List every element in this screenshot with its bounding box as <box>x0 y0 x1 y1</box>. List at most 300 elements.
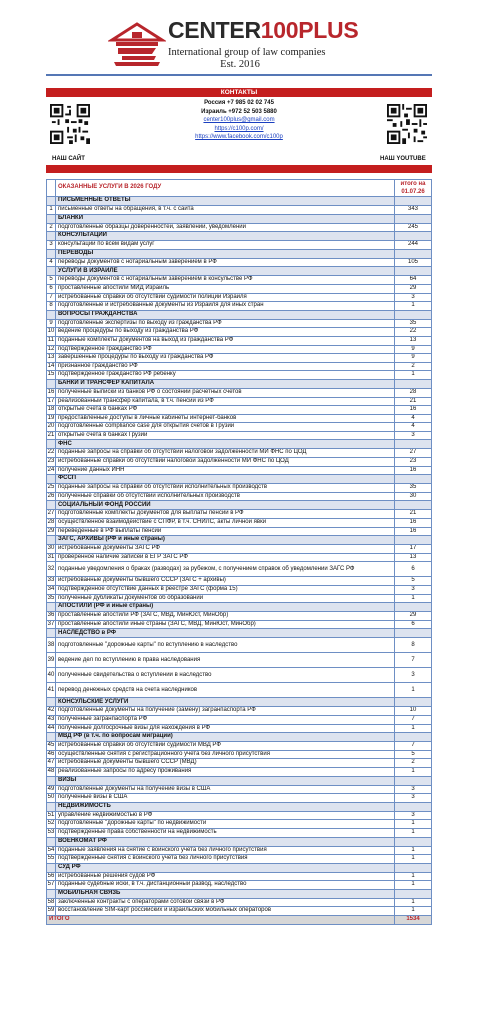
service-count: 1 <box>395 767 432 776</box>
row-number: 30 <box>47 545 56 554</box>
category-value-cell <box>395 889 432 898</box>
header-num-cell <box>47 180 56 197</box>
category-row <box>47 475 432 484</box>
row-number: 52 <box>47 820 56 829</box>
service-label: реализованный трансфер капитала, в т.ч. пенсии из РФ <box>56 397 395 406</box>
service-count: 3 <box>395 293 432 302</box>
service-count: 3 <box>395 811 432 820</box>
row-number: 36 <box>47 612 56 621</box>
service-count: 23 <box>395 458 432 467</box>
service-count: 1 <box>395 724 432 733</box>
category-label: УСЛУГИ В ИЗРАИЛЕ <box>56 267 395 276</box>
row-number: 13 <box>47 354 56 363</box>
table-row <box>47 510 432 519</box>
service-label: подготовленные комплекты документов для выплаты пенсий в РФ <box>56 510 395 519</box>
service-label: заключенные контракты с операторами сотовой связи в РФ <box>56 898 395 907</box>
table-row <box>47 846 432 855</box>
category-label: ПЕРЕВОДЫ <box>56 249 395 258</box>
category-row <box>47 197 432 206</box>
service-count: 10 <box>395 707 432 716</box>
service-count: 8 <box>395 638 432 653</box>
row-number: 51 <box>47 811 56 820</box>
category-row <box>47 863 432 872</box>
service-label: подготовленные и истребованные документы из Израиля для иных стран <box>56 302 395 311</box>
table-row <box>47 828 432 837</box>
table-row <box>47 668 432 683</box>
row-number: 39 <box>47 653 56 668</box>
website-qr-icon[interactable] <box>50 104 90 144</box>
table-row <box>47 431 432 440</box>
row-number: 32 <box>47 562 56 577</box>
service-count: 6 <box>395 562 432 577</box>
service-count: 2 <box>395 759 432 768</box>
service-label: подтвержденные права собственности на недвижимость <box>56 828 395 837</box>
category-label: ЗАГС, АРХИВЫ (РФ и иные страны) <box>56 536 395 545</box>
service-count: 4 <box>395 414 432 423</box>
service-label: полученные долгосрочные визы для нахождения в РФ <box>56 724 395 733</box>
brand-established: Est. 2016 <box>220 59 260 70</box>
service-count: 9 <box>395 345 432 354</box>
service-label: подготовленные "дорожные карты" по недвижимости <box>56 820 395 829</box>
category-num-cell <box>47 889 56 898</box>
service-label: истребованные справки об отсутствии судимости полиции Израиля <box>56 293 395 302</box>
service-label: реализованные запросы по адресу проживания <box>56 767 395 776</box>
category-num-cell <box>47 440 56 449</box>
table-row <box>47 223 432 232</box>
service-count: 27 <box>395 449 432 458</box>
category-value-cell <box>395 249 432 258</box>
service-label: ведение процедуры по выходу из гражданства РФ <box>56 328 395 337</box>
facebook-link[interactable]: https://www.facebook.com/c100p <box>195 134 283 141</box>
service-label: управление недвижимостью в РФ <box>56 811 395 820</box>
service-label: подготовленные compliance case для открытия счетов в Грузии <box>56 423 395 432</box>
row-number: 47 <box>47 759 56 768</box>
table-row <box>47 206 432 215</box>
row-number: 14 <box>47 362 56 371</box>
service-label: проверенное наличие записей в ЕГР ЗАГС РФ <box>56 553 395 562</box>
category-row <box>47 889 432 898</box>
category-value-cell <box>395 837 432 846</box>
service-count: 13 <box>395 553 432 562</box>
service-count: 22 <box>395 328 432 337</box>
table-row <box>47 855 432 864</box>
row-number: 55 <box>47 855 56 864</box>
header <box>0 0 477 85</box>
header-divider <box>46 74 432 76</box>
service-label: поданные заявления на снятие с воинского учета без личного присутствия <box>56 846 395 855</box>
phone-russia[interactable]: Россия +7 985 02 02 745 <box>204 100 274 106</box>
category-num-cell <box>47 379 56 388</box>
service-count: 16 <box>395 406 432 415</box>
table-row <box>47 284 432 293</box>
row-number: 57 <box>47 881 56 890</box>
table-row <box>47 519 432 528</box>
service-label: открытые счета в банках Грузии <box>56 431 395 440</box>
category-num-cell <box>47 475 56 484</box>
category-row <box>47 249 432 258</box>
service-label: поданные комплекты документов на выход из гражданства РФ <box>56 336 395 345</box>
table-row <box>47 293 432 302</box>
total-value: 1534 <box>395 916 432 925</box>
table-row <box>47 388 432 397</box>
category-label: НАСЛЕДСТВО в РФ <box>56 629 395 638</box>
table-row <box>47 724 432 733</box>
email-link[interactable]: center100plus@gmail.com <box>203 117 275 124</box>
row-number: 40 <box>47 668 56 683</box>
row-number: 7 <box>47 293 56 302</box>
row-number: 21 <box>47 431 56 440</box>
table-row <box>47 638 432 653</box>
row-number: 3 <box>47 241 56 250</box>
row-number: 8 <box>47 302 56 311</box>
service-label: перевод денежных средств на счета наследников <box>56 683 395 698</box>
table-header-row <box>47 180 432 197</box>
table-row <box>47 484 432 493</box>
table-row <box>47 785 432 794</box>
service-label: истребованные справки об отсутствии налоговой задолженности МИ ФНС по ЦОД <box>56 458 395 467</box>
table-row <box>47 742 432 751</box>
category-row <box>47 310 432 319</box>
table-row <box>47 907 432 916</box>
row-number: 46 <box>47 750 56 759</box>
service-label: завершенные процедуры по выходу из гражданства РФ <box>56 354 395 363</box>
service-count: 1 <box>395 907 432 916</box>
service-label: проставленные апостили иные страны (ЗАГС, МВД, МинЮст, МинОбр) <box>56 620 395 629</box>
category-num-cell <box>47 501 56 510</box>
table-row <box>47 898 432 907</box>
table-row <box>47 458 432 467</box>
service-label: истребованные справки об отсутствии судимости МВД РФ <box>56 742 395 751</box>
service-count: 35 <box>395 484 432 493</box>
category-num-cell <box>47 733 56 742</box>
row-number: 28 <box>47 519 56 528</box>
row-number: 59 <box>47 907 56 916</box>
table-row <box>47 881 432 890</box>
category-row <box>47 837 432 846</box>
category-label: ФНС <box>56 440 395 449</box>
row-number: 15 <box>47 371 56 380</box>
category-label: КОНСУЛЬТАЦИИ <box>56 232 395 241</box>
table-row <box>47 811 432 820</box>
service-count: 35 <box>395 319 432 328</box>
date-header: итого на 01.07.26 <box>395 180 432 197</box>
category-value-cell <box>395 267 432 276</box>
service-label: полученные свидетельства о вступлении в наследство <box>56 668 395 683</box>
table-row <box>47 354 432 363</box>
category-row <box>47 776 432 785</box>
row-number: 1 <box>47 206 56 215</box>
service-label: подтвержденное гражданство РФ <box>56 345 395 354</box>
category-row <box>47 733 432 742</box>
table-row <box>47 466 432 475</box>
service-label: письменные ответы на обращения, в т.ч. с сайта <box>56 206 395 215</box>
service-count: 1 <box>395 898 432 907</box>
category-label: ПИСЬМЕННЫЕ ОТВЕТЫ <box>56 197 395 206</box>
service-count: 105 <box>395 258 432 267</box>
row-number: 49 <box>47 785 56 794</box>
row-number: 58 <box>47 898 56 907</box>
row-number: 2 <box>47 223 56 232</box>
service-label: подготовленные экспертизы по выходу из гражданства РФ <box>56 319 395 328</box>
table-row <box>47 562 432 577</box>
category-num-cell <box>47 536 56 545</box>
contacts-block <box>130 99 348 142</box>
row-number: 33 <box>47 577 56 586</box>
row-number: 24 <box>47 466 56 475</box>
row-number: 5 <box>47 276 56 285</box>
row-number: 11 <box>47 336 56 345</box>
service-count: 1 <box>395 828 432 837</box>
category-label: СУД РФ <box>56 863 395 872</box>
service-count: 21 <box>395 510 432 519</box>
row-number: 45 <box>47 742 56 751</box>
row-number: 56 <box>47 872 56 881</box>
category-row <box>47 536 432 545</box>
service-label: проставленные апостили РФ (ЗАГС, МВД, МинЮст, МинОбр) <box>56 612 395 621</box>
total-label: ИТОГО <box>47 916 395 925</box>
row-number: 6 <box>47 284 56 293</box>
row-number: 35 <box>47 594 56 603</box>
service-count: 29 <box>395 284 432 293</box>
category-num-cell <box>47 249 56 258</box>
service-count: 244 <box>395 241 432 250</box>
table-row <box>47 276 432 285</box>
category-label: ВОПРОСЫ ГРАЖДАНСТВА <box>56 310 395 319</box>
category-row <box>47 214 432 223</box>
service-count: 13 <box>395 336 432 345</box>
table-row <box>47 397 432 406</box>
category-value-cell <box>395 536 432 545</box>
total-row <box>47 916 432 925</box>
services-table <box>46 179 432 925</box>
table-row <box>47 319 432 328</box>
table-row <box>47 715 432 724</box>
row-number: 9 <box>47 319 56 328</box>
table-row <box>47 759 432 768</box>
service-label: поданные запросы на справки об отсутствии исполнительных производств <box>56 484 395 493</box>
row-number: 4 <box>47 258 56 267</box>
table-row <box>47 345 432 354</box>
service-count: 343 <box>395 206 432 215</box>
service-label: подтвержденные снятия с воинского учета без личного присутствия <box>56 855 395 864</box>
service-count: 28 <box>395 388 432 397</box>
category-value-cell <box>395 733 432 742</box>
row-number: 23 <box>47 458 56 467</box>
row-number: 18 <box>47 406 56 415</box>
logo-icon <box>108 18 166 68</box>
youtube-qr-label: НАШ YOUTUBE <box>380 156 426 162</box>
row-number: 25 <box>47 484 56 493</box>
table-row <box>47 794 432 803</box>
service-label: истребованные документы бывшего СССР (МВД) <box>56 759 395 768</box>
row-number: 12 <box>47 345 56 354</box>
table-row <box>47 872 432 881</box>
service-label: признанное гражданство РФ <box>56 362 395 371</box>
service-count: 6 <box>395 620 432 629</box>
category-label: ФССП <box>56 475 395 484</box>
table-row <box>47 620 432 629</box>
category-row <box>47 603 432 612</box>
row-number: 10 <box>47 328 56 337</box>
service-count: 245 <box>395 223 432 232</box>
row-number: 37 <box>47 620 56 629</box>
phone-israel[interactable]: Израиль +972 52 503 5880 <box>201 108 277 115</box>
category-label: ВИЗЫ <box>56 776 395 785</box>
category-label: АПОСТИЛИ (РФ и иные страны) <box>56 603 395 612</box>
category-num-cell <box>47 197 56 206</box>
service-label: полученные визы в США <box>56 794 395 803</box>
category-row <box>47 501 432 510</box>
service-count: 5 <box>395 577 432 586</box>
category-value-cell <box>395 698 432 707</box>
service-count: 17 <box>395 545 432 554</box>
row-number: 34 <box>47 586 56 595</box>
service-count: 2 <box>395 362 432 371</box>
service-count: 3 <box>395 586 432 595</box>
category-row <box>47 440 432 449</box>
service-label: истребованные документы ЗАГС РФ <box>56 545 395 554</box>
service-count: 1 <box>395 302 432 311</box>
table-row <box>47 750 432 759</box>
row-number: 53 <box>47 828 56 837</box>
service-label: предоставленные доступы в личные кабинеты интернет-банков <box>56 414 395 423</box>
category-num-cell <box>47 214 56 223</box>
row-number: 38 <box>47 638 56 653</box>
category-value-cell <box>395 232 432 241</box>
service-label: получение данных ИНН <box>56 466 395 475</box>
category-value-cell <box>395 214 432 223</box>
service-label: поданные запросы на справки об отсутствии налоговой задолженности МИ ФНС по ЦОД <box>56 449 395 458</box>
table-row <box>47 527 432 536</box>
service-label: консультации по всем видам услуг <box>56 241 395 250</box>
service-label: переводы документов с нотариальным заверением в РФ <box>56 258 395 267</box>
service-label: полученные справки об отсутствии исполнительных производств <box>56 492 395 501</box>
category-label: БЛАНКИ <box>56 214 395 223</box>
service-count: 4 <box>395 423 432 432</box>
youtube-qr-icon[interactable] <box>387 104 427 144</box>
row-number: 19 <box>47 414 56 423</box>
table-row <box>47 492 432 501</box>
row-number: 43 <box>47 715 56 724</box>
row-number: 54 <box>47 846 56 855</box>
service-count: 1 <box>395 683 432 698</box>
service-count: 1 <box>395 855 432 864</box>
table-row <box>47 653 432 668</box>
row-number: 44 <box>47 724 56 733</box>
category-label: МВД РФ (в т.ч. по вопросам миграции) <box>56 733 395 742</box>
service-label: поданные уведомления о браках (разводах) за рубежом, с получением справок об уведомлении ЗАГС РФ <box>56 562 395 577</box>
table-row <box>47 767 432 776</box>
service-count: 3 <box>395 785 432 794</box>
category-num-cell <box>47 267 56 276</box>
row-number: 42 <box>47 707 56 716</box>
service-count: 1 <box>395 594 432 603</box>
table-row <box>47 545 432 554</box>
row-number: 26 <box>47 492 56 501</box>
service-label: полученные выписки из банков РФ о состоянии расчетных счетов <box>56 388 395 397</box>
category-value-cell <box>395 603 432 612</box>
category-row <box>47 379 432 388</box>
category-num-cell <box>47 776 56 785</box>
service-label: подготовленные образцы доверенностей, заявлений, уведомлений <box>56 223 395 232</box>
service-label: переведенные в РФ выплаты пенсии <box>56 527 395 536</box>
service-label: полученные загранпаспорта РФ <box>56 715 395 724</box>
service-label: истребованные документы бывшего СССР (ЗАГС + архивы) <box>56 577 395 586</box>
category-value-cell <box>395 863 432 872</box>
category-row <box>47 267 432 276</box>
table-row <box>47 328 432 337</box>
category-num-cell <box>47 232 56 241</box>
table-title: ОКАЗАННЫЕ УСЛУГИ В 2026 ГОДУ <box>56 180 395 197</box>
service-label: проставленные апостили МИД Израиль <box>56 284 395 293</box>
category-num-cell <box>47 698 56 707</box>
category-label: МОБИЛЬНАЯ СВЯЗЬ <box>56 889 395 898</box>
category-value-cell <box>395 501 432 510</box>
category-row <box>47 698 432 707</box>
service-count: 1 <box>395 881 432 890</box>
table-row <box>47 594 432 603</box>
service-count: 3 <box>395 794 432 803</box>
row-number: 22 <box>47 449 56 458</box>
service-count: 21 <box>395 397 432 406</box>
table-row <box>47 406 432 415</box>
service-label: подготовленные документы на получение визы в США <box>56 785 395 794</box>
category-num-cell <box>47 310 56 319</box>
table-row <box>47 586 432 595</box>
service-label: открытые счета в банках РФ <box>56 406 395 415</box>
category-num-cell <box>47 802 56 811</box>
service-count: 7 <box>395 653 432 668</box>
service-count: 16 <box>395 519 432 528</box>
table-row <box>47 241 432 250</box>
table-row <box>47 362 432 371</box>
service-label: подготовленные "дорожные карты" по вступлению в наследство <box>56 638 395 653</box>
website-qr-label: НАШ САЙТ <box>52 156 85 162</box>
category-value-cell <box>395 310 432 319</box>
service-count: 1 <box>395 872 432 881</box>
service-count: 9 <box>395 354 432 363</box>
category-row <box>47 802 432 811</box>
service-count: 3 <box>395 668 432 683</box>
service-label: восстановление SIM-карт российских и израильских мобильных операторов <box>56 907 395 916</box>
category-num-cell <box>47 837 56 846</box>
row-number: 48 <box>47 767 56 776</box>
table-row <box>47 577 432 586</box>
category-num-cell <box>47 603 56 612</box>
category-value-cell <box>395 440 432 449</box>
red-divider <box>46 165 432 173</box>
category-value-cell <box>395 776 432 785</box>
service-label: подтвержденное гражданство РФ ребенку <box>56 371 395 380</box>
category-label: БАНКИ И ТРАНСФЕР КАПИТАЛА <box>56 379 395 388</box>
table-row <box>47 258 432 267</box>
table-row <box>47 302 432 311</box>
service-count: 29 <box>395 612 432 621</box>
table-row <box>47 371 432 380</box>
category-label: СОЦИАЛЬНЫЙ ФОНД РОССИИ <box>56 501 395 510</box>
row-number: 41 <box>47 683 56 698</box>
website-link[interactable]: https://c100p.com/ <box>214 125 264 132</box>
service-count: 1 <box>395 820 432 829</box>
row-number: 20 <box>47 423 56 432</box>
category-num-cell <box>47 629 56 638</box>
service-count: 16 <box>395 527 432 536</box>
category-label: КОНСУЛЬСКИЕ УСЛУГИ <box>56 698 395 707</box>
category-num-cell <box>47 863 56 872</box>
category-row <box>47 232 432 241</box>
service-count: 1 <box>395 846 432 855</box>
row-number: 31 <box>47 553 56 562</box>
